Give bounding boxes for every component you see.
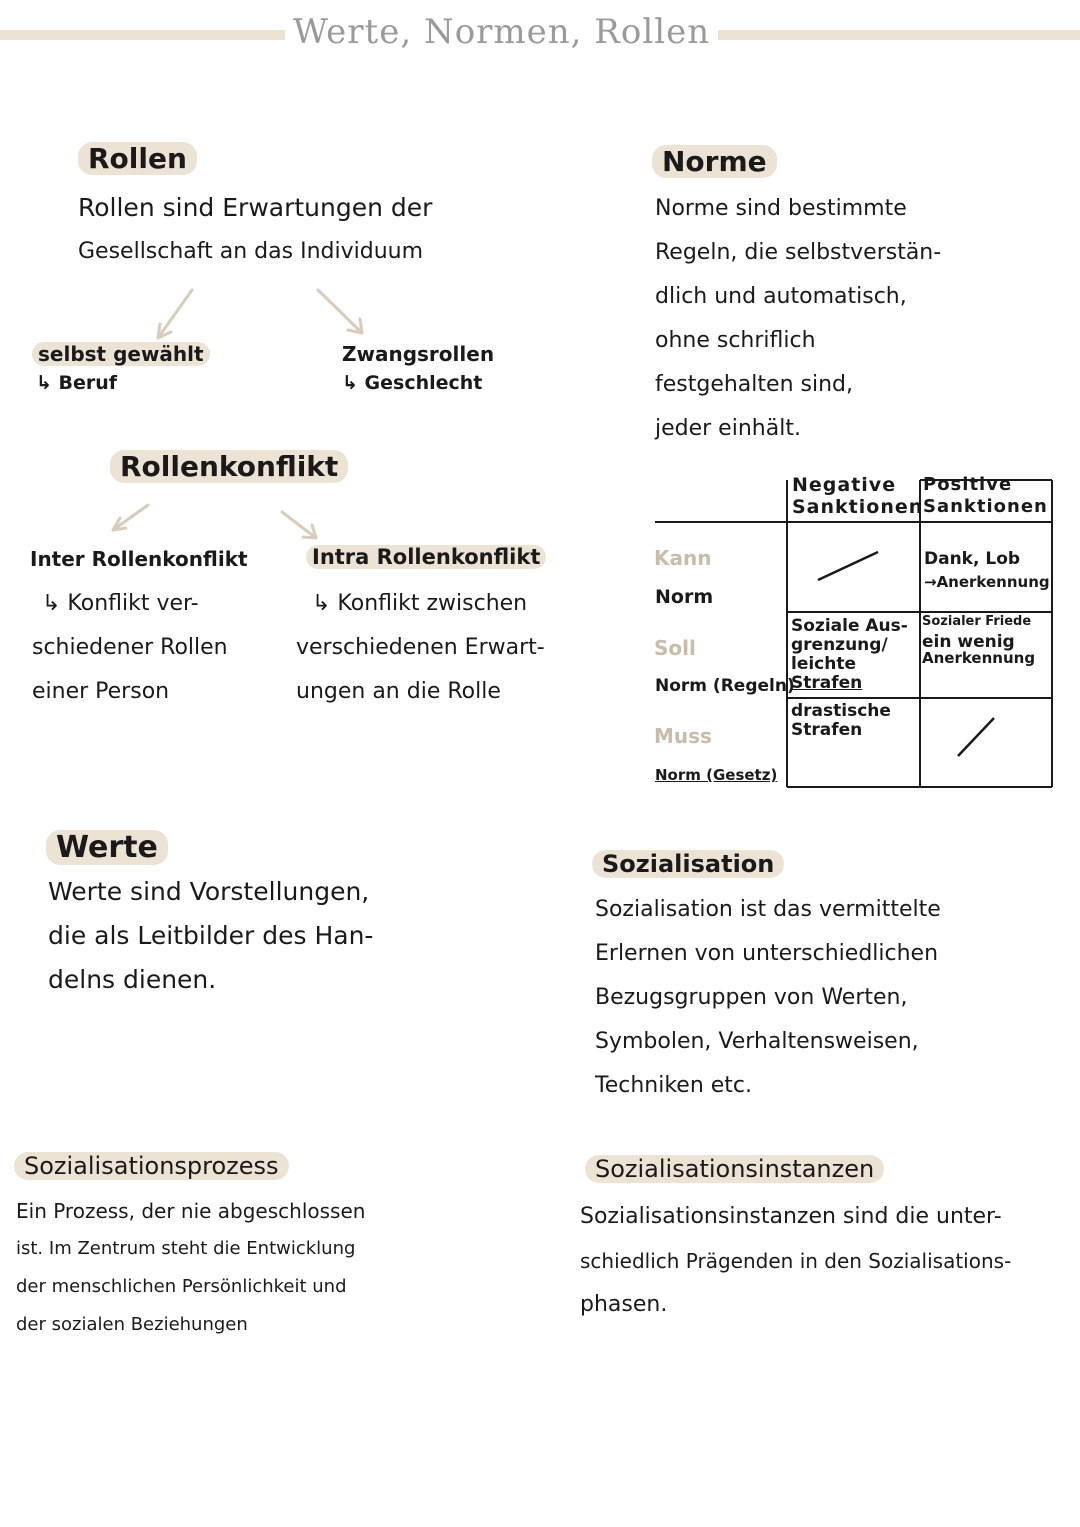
norme-heading: Norme [652,145,777,178]
rollen-text [78,186,432,274]
row-kann-norm: Norm [655,586,714,608]
arrow-right-icon [318,290,362,333]
intra-rollenkonflikt-label: Intra Rollenkonflikt [306,545,546,569]
sozialisation-line-4: Symbolen, Verhaltensweisen, [595,1029,919,1054]
werte-line-2: die als Leitbilder des Han- [48,921,374,950]
zwangsrollen-label: Zwangsrollen [342,342,495,366]
intra-line-1: ↳ Konflikt zwischen [312,591,528,616]
sozialisation-line-1: Sozialisation ist das vermittelte [595,897,941,922]
inter-line-1: ↳ Konflikt ver- [42,591,199,616]
intra-line-2: verschiedenen Erwart- [296,635,545,660]
muss-negative-line-2: Strafen [791,720,863,740]
arrow-left-icon [158,290,192,338]
norme-line-6: jeder einhält. [655,416,801,441]
instanzen-line-2: schiedlich Prägenden in den Sozialisations- [580,1249,1012,1273]
sozialisation-text [595,888,941,1108]
beruf-example: ↳ Beruf [36,372,118,394]
werte-text [48,870,373,1002]
werte-line-1: Werte sind Vorstellungen, [48,877,370,906]
header-positive-line-2: Sanktionen [923,496,1048,517]
norme-text [655,187,941,451]
soll-negative-line-3: leichte [791,654,857,674]
inter-rollenkonflikt-label: Inter Rollenkonflikt [30,547,248,571]
inter-line-2: schiedener Rollen [32,635,228,660]
norme-line-2: Regeln, die selbstverstän- [655,240,942,265]
norme-line-3: dlich und automatisch, [655,284,907,309]
inter-line-3: einer Person [32,679,170,704]
intra-line-3: ungen an die Rolle [296,679,501,704]
instanzen-line-1: Sozialisationsinstanzen sind die unter- [580,1204,1002,1229]
sozialisation-line-5: Techniken etc. [595,1073,753,1098]
sozialisationsprozess-text [16,1192,365,1344]
row-soll-negative [791,617,908,693]
row-muss-norm: Norm (Gesetz) [655,766,778,784]
soll-negative-line-1: Soziale Aus- [791,616,908,636]
page-title: Werte, Normen, Rollen [285,12,718,52]
prozess-line-3: der menschlichen Persönlichkeit und [16,1276,347,1297]
sozialisation-heading: Sozialisation [592,850,784,878]
norme-line-1: Norme sind bestimmte [655,196,907,221]
muss-negative-line-1: drastische [791,701,891,721]
row-soll-positive [922,614,1035,666]
prozess-line-1: Ein Prozess, der nie abgeschlossen [16,1199,366,1223]
rollenkonflikt-heading: Rollenkonflikt [110,450,348,483]
sozialisationsinstanzen-text [580,1195,1011,1327]
inter-rollenkonflikt-text [32,582,228,714]
table-header-negative [792,474,923,518]
sozialisation-line-2: Erlernen von unterschiedlichen [595,941,939,966]
intra-rollenkonflikt-text [296,582,545,714]
row-muss-label: Muss [654,724,712,748]
instanzen-line-3: phasen. [580,1292,668,1317]
row-kann-positive [924,550,1050,592]
row-muss-negative [791,702,891,740]
rollen-line-1: Rollen sind Erwartungen der [78,193,433,222]
empty-cell-slash-icon [812,548,884,584]
norme-line-4: ohne schriflich [655,328,816,353]
werte-line-3: delns dienen. [48,965,217,994]
row-soll-norm: Norm (Regeln) [655,676,795,696]
sozialisationsprozess-heading: Sozialisationsprozess [14,1152,289,1180]
arrow-left-icon-2 [113,505,148,530]
kann-positive-line-2: →Anerkennung [924,573,1050,591]
norme-line-5: festgehalten sind, [655,372,853,397]
soll-negative-line-4: Strafen [791,673,863,693]
soll-positive-line-3: Anerkennung [922,649,1036,667]
prozess-line-4: der sozialen Beziehungen [16,1314,248,1335]
arrow-right-icon-2 [282,512,316,538]
prozess-line-2: ist. Im Zentrum steht die Entwicklung [16,1238,356,1259]
rollen-line-2: Gesellschaft an das Individuum [78,239,424,264]
header-negative-line-2: Sanktionen [792,496,924,518]
soll-positive-line-1: Sozialer Friede [922,614,1032,629]
selbst-gewaehlt-label: selbst gewählt [32,342,210,366]
soll-positive-line-2: ein wenig [922,632,1015,652]
rollen-heading: Rollen [78,142,197,175]
header-positive-line-1: Positive [923,474,1013,495]
sozialisationsinstanzen-heading: Sozialisationsinstanzen [585,1155,884,1183]
kann-positive-line-1: Dank, Lob [924,549,1021,569]
soll-negative-line-2: grenzung/ [791,635,888,655]
table-header-positive [923,474,1048,518]
row-kann-label: Kann [654,546,712,570]
row-soll-label: Soll [654,636,696,660]
sozialisation-line-3: Bezugsgruppen von Werten, [595,985,908,1010]
header-negative-line-1: Negative [792,474,897,496]
empty-cell-slash-icon-2 [952,714,1000,760]
geschlecht-example: ↳ Geschlecht [342,372,483,394]
werte-heading: Werte [46,830,168,865]
